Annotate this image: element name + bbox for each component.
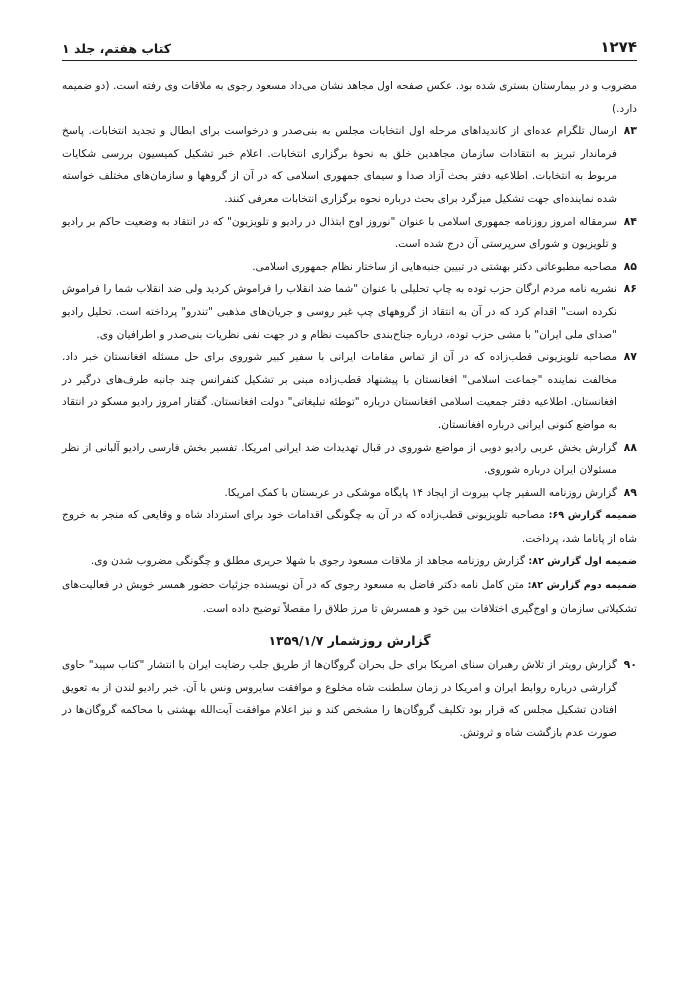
entry-number: ۸۵ — [623, 259, 637, 273]
appendix-label: ضمیمه گزارش ۶۹: — [548, 510, 637, 522]
entry-number: ۸۳ — [623, 124, 637, 138]
document-page — [62, 30, 637, 745]
continued-paragraph: مضروب و در بیمارستان بستری شده بود. عکس صفحه اول مجاهد نشان می‌داد مسعود رجوی به ملاقات وی رفته است. (دو ضمیمه دارد.) — [62, 80, 637, 115]
entry-84 — [62, 211, 637, 256]
entry-number: ۸۷ — [623, 350, 637, 364]
section-heading: گزارش روزشمار ۱۳۵۹/۱/۷ — [268, 633, 431, 649]
entry-text: نشریه نامه مردم ارگان حزب توده به چاپ تحلیلی با عنوان "شما ضد انقلاب را فراموش کردید ولی ضد انقلاب شما را فراموش نکرده است" اقدام کرد که در آن به انتقاد از گروههای چپ غیر روسی و جریان‌های مذهبی "تندرو" پرداخته است. تحلیل رادیو "صدای ملی ایران" با مشی حزب توده، درباره جناح‌بندی حاکمیت نظام و در جهت نفی نظریات بنی‌صدر و اطرافیان وی. — [62, 283, 617, 341]
appendix-text: متن کامل نامه دکتر فاضل به مسعود رجوی که در آن نویسنده جزئیات حضور همسر خویش در فعالیت‌های تشکیلاتی سازمان و اوج‌گیری اختلافات بین خود و همسرش تا مرز طلاق را مفصلاً توضیح داده است. — [62, 579, 637, 615]
entry-text: گزارش رویتر از تلاش رهبران سنای امریکا برای حل بحران گروگان‌ها از طریق جلب رضایت ایران با انتشار "کتاب سپید" حاوی گزارشی درباره روابط ایران و امریکا در زمان سلطنت شاه مخلوع و موافقت سایروس ونس با آن. خبر رادیو لندن از به تعویق افتادن تشکیل مجلس که قرار بود تکلیف گروگان‌ها را مشخص کند و نیز اعلام موافقت آیت‌الله بهشتی با محاکمه گروگان‌ها در صورت عدم بازگشت شاه و ثروتش. — [62, 659, 617, 740]
appendix-text: مصاحبه تلویزیونی قطب‌زاده که در آن به چگونگی اقدامات خود برای استرداد شاه و وقایعی که منجر به خروج شاه از پاناما شد، پرداخت. — [62, 509, 637, 545]
entry-89 — [62, 482, 637, 505]
appendix-label: ضمیمه دوم گزارش ۸۲: — [527, 580, 638, 592]
entry-text: ارسال تلگرام عده‌ای از کاندیداهای مرحله اول انتخابات مجلس به بنی‌صدر و درخواست برای ابطال و تجدید انتخابات. پاسخ فرماندار تبریز به انتقادات سازمان مجاهدین خلق به نحوهٔ برگزاری انتخابات. اعلام خبر تشکیل کمیسیون بررسی شکایات مربوط به انتخابات. اطلاعیه دفتر بحث آزاد صدا و سیمای جمهوری اسلامی که در آن از گروهها و سازمان‌های مختلف خواسته شده نماینده‌ای جهت تشکیل میزگرد برای بحث درباره نحوه برگزاری انتخابات معرفی کنند. — [62, 125, 617, 205]
entry-number: ۸۹ — [623, 485, 637, 499]
entry-text: سرمقاله امروز روزنامه جمهوری اسلامی با عنوان "نوروز اوج ابتذال در رادیو و تلویزیون" که در انتقاد به وضعیت حاکم بر رادیو و تلویزیون و شورای سرپرستی آن درج شده است. — [62, 215, 617, 251]
entry-number: ۹۰ — [623, 658, 637, 672]
page-header — [62, 30, 637, 61]
entry-85 — [62, 256, 637, 279]
appendix-first-report-82 — [62, 550, 637, 574]
entry-text: مصاحبه مطبوعاتی دکتر بهشتی در تبیین جنبه‌هایی از ساختار نظام جمهوری اسلامی. — [252, 260, 617, 273]
entry-86 — [62, 278, 637, 346]
appendix-label: ضمیمه اول گزارش ۸۲: — [528, 556, 637, 568]
entry-number: ۸۸ — [623, 440, 637, 454]
entry-87 — [62, 346, 637, 436]
page-content — [62, 75, 637, 745]
entry-text: گزارش روزنامه السفیر چاپ بیروت از ایجاد ۱۴ پایگاه موشکی در عربستان با کمک امریکا. — [224, 486, 617, 499]
book-title: کتاب هفتم، جلد ۱ — [62, 41, 171, 56]
page-number: ۱۲۷۴ — [600, 38, 637, 56]
appendix-text: گزارش روزنامه مجاهد از ملاقات مسعود رجوی با شهلا حریری مطلق و چگونگی مضروب شدن وی. — [90, 555, 525, 568]
appendix-report-69 — [62, 504, 637, 550]
entry-number: ۸۴ — [623, 214, 637, 228]
entry-83 — [62, 120, 637, 210]
entry-text: مصاحبه تلویزیونی قطب‌زاده که در آن از تماس مقامات ایرانی با سفیر کبیر شوروی برای حل مسئله افغانستان خبر داد. مخالفت نماینده "جماعت اسلامی" افغانستان با پیشنهاد قطب‌زاده مبنی بر تشکیل کنفرانس چند جانبه طرف‌های درگیر در افغانستان. اطلاعیه دفتر جمعیت اسلامی افغانستان درباره "توطئه تبلیغاتی" دولت افغانستان. گفتار امروز رادیو مسکو در انتقاد به مواضع کنونی ایرانی درباره افغانستان. — [62, 351, 617, 431]
entry-88 — [62, 437, 637, 482]
entry-number: ۸۶ — [623, 282, 637, 296]
entry-text: گزارش بخش عربی رادیو دوبی از مواضع شوروی در قبال تهدیدات ضد ایرانی امریکا. تفسیر بخش فارسی رادیو آلبانی از نظر مسئولان ایران درباره شوروی. — [62, 441, 617, 477]
entry-90 — [62, 654, 637, 744]
appendix-second-report-82 — [62, 574, 637, 620]
